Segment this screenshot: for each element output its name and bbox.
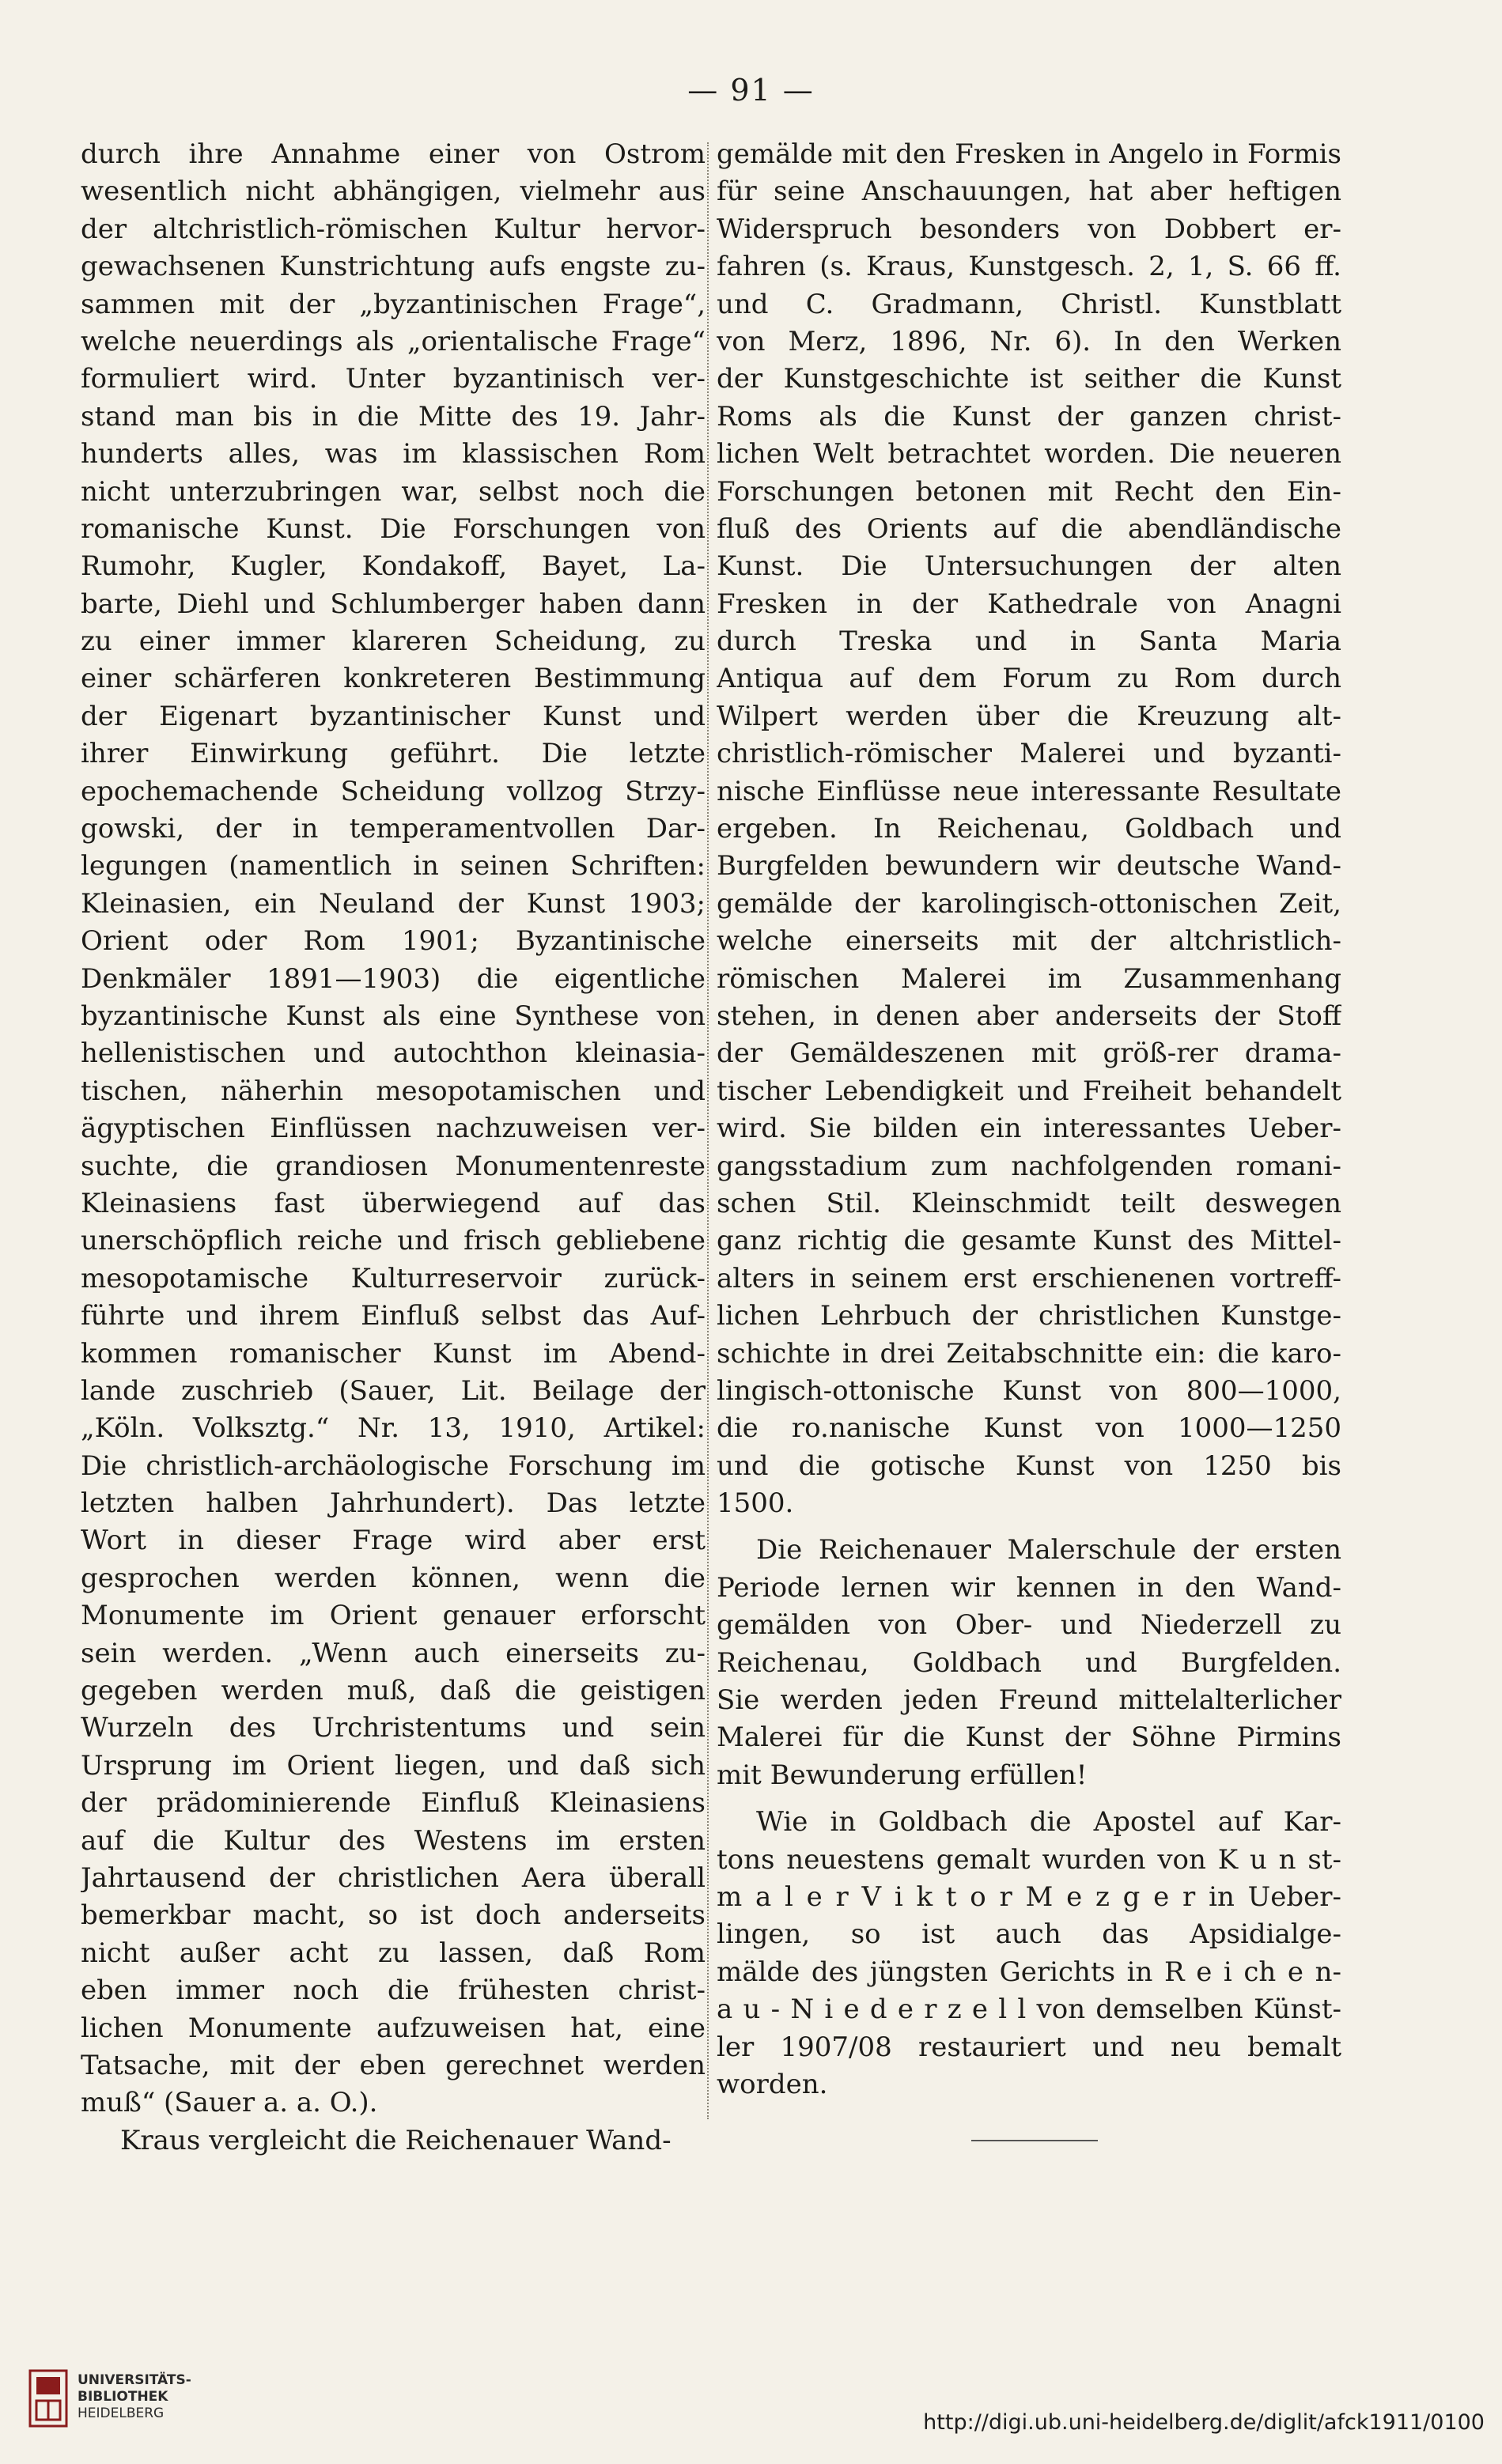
text-line: Fresken in der Kathedrale von Anagni — [717, 588, 1341, 620]
text-line: Tatsache, mit der eben gerechnet werden — [81, 2049, 706, 2081]
text-line: hellenistischen und autochthon kleinasia- — [81, 1037, 706, 1070]
column-divider — [707, 142, 709, 2119]
text-line: lichen Monumente aufzuweisen hat, eine — [81, 2012, 706, 2044]
text-line: der Eigenart byzantinischer Kunst und — [81, 700, 706, 732]
text-line: barte, Diehl und Schlumberger haben dann — [81, 588, 706, 620]
page-number: — 91 — — [687, 73, 815, 108]
text-line: eben immer noch die frühesten christ- — [81, 1975, 706, 2007]
text-line: nische Einflüsse neue interessante Resultate — [717, 775, 1341, 807]
text-line: a u - N i e d e r z e l l von demselben Künst- — [717, 1993, 1341, 2026]
text-line: einer schärferen konkreteren Bestimmung — [81, 663, 706, 695]
text-line: gangsstadium zum nachfolgenden romani- — [717, 1150, 1341, 1182]
text-line: Wie in Goldbach die Apostel auf Kar- — [756, 1806, 1341, 1839]
library-name-line-1: UNIVERSITÄTS- — [78, 2372, 191, 2388]
text-line: gemälde mit den Fresken in Angelo in Formis — [717, 138, 1341, 170]
text-line: Denkmäler 1891—1903) die eigentliche — [81, 962, 706, 995]
text-line: Die Reichenauer Malerschule der ersten — [756, 1534, 1341, 1566]
text-line: Ursprung im Orient liegen, und daß sich — [81, 1749, 706, 1782]
text-line: „Köln. Volksztg.“ Nr. 13, 1910, Artikel: — [81, 1412, 706, 1445]
text-line: stand man bis in die Mitte des 19. Jahr- — [81, 400, 706, 433]
text-line: romanische Kunst. Die Forschungen von — [81, 512, 706, 545]
text-line: sein werden. „Wenn auch einerseits zu- — [81, 1637, 706, 1669]
text-line: mälde des jüngsten Gerichts in R e i ch e n- — [717, 1956, 1341, 1988]
text-line: epochemachende Scheidung vollzog Strzy- — [81, 775, 706, 807]
library-name-line-2: BIBLIOTHEK — [78, 2389, 168, 2405]
text-line: lingisch-ottonische Kunst von 800—1000, — [717, 1374, 1341, 1407]
text-line: durch ihre Annahme einer von Ostrom — [81, 138, 706, 170]
text-line: gemälden von Ober- und Niederzell zu — [717, 1609, 1341, 1642]
text-line: Widerspruch besonders von Dobbert er- — [717, 213, 1341, 245]
text-line: Antiqua auf dem Forum zu Rom durch — [717, 663, 1341, 695]
library-name-line-3: HEIDELBERG — [78, 2405, 165, 2421]
text-line: ler 1907/08 restauriert und neu bemalt — [717, 2031, 1341, 2063]
library-seal-icon — [28, 2369, 68, 2428]
text-line: Jahrtausend der christlichen Aera überall — [81, 1861, 706, 1894]
text-line: der Gemäldeszenen mit größ-rer drama- — [717, 1037, 1341, 1070]
text-line: muß“ (Sauer a. a. O.). — [81, 2087, 378, 2119]
text-line: stehen, in denen aber anderseits der Stoff — [717, 1000, 1341, 1032]
text-line: welche einerseits mit der altchristlich- — [717, 925, 1341, 958]
text-line: auf die Kultur des Westens im ersten — [81, 1824, 706, 1857]
text-line: nicht unterzubringen war, selbst noch die — [81, 475, 706, 508]
text-line: der altchristlich-römischen Kultur hervor- — [81, 213, 706, 245]
text-line: von Merz, 1896, Nr. 6). In den Werken — [717, 325, 1341, 357]
text-line: letzten halben Jahrhundert). Das letzte — [81, 1487, 706, 1520]
text-line: Periode lernen wir kennen in den Wand- — [717, 1571, 1341, 1604]
text-line: fahren (s. Kraus, Kunstgesch. 2, 1, S. 66 ff. — [717, 251, 1341, 283]
text-line: Kunst. Die Untersuchungen der alten — [717, 550, 1341, 583]
text-line: römischen Malerei im Zusammenhang — [717, 962, 1341, 995]
section-end-rule — [971, 2140, 1098, 2141]
text-line: Rumohr, Kugler, Kondakoff, Bayet, La- — [81, 550, 706, 583]
text-line: lande zuschrieb (Sauer, Lit. Beilage der — [81, 1374, 706, 1407]
text-line: Burgfelden bewundern wir deutsche Wand- — [717, 850, 1341, 882]
text-line: der prädominierende Einfluß Kleinasiens — [81, 1787, 706, 1820]
text-line: bemerkbar macht, so ist doch anderseits — [81, 1899, 706, 1932]
text-line: tischen, näherhin mesopotamischen und — [81, 1075, 706, 1107]
text-line: Orient oder Rom 1901; Byzantinische — [81, 925, 706, 958]
text-line: der Kunstgeschichte ist seither die Kunst — [717, 363, 1341, 395]
text-line: lichen Welt betrachtet worden. Die neueren — [717, 438, 1341, 471]
text-line: Monumente im Orient genauer erforscht — [81, 1600, 706, 1632]
left-text-column — [81, 136, 706, 2160]
right-text-column — [717, 136, 1341, 2103]
text-line: Forschungen betonen mit Recht den Ein- — [717, 475, 1341, 508]
text-line: die ro.nanische Kunst von 1000—1250 — [717, 1412, 1341, 1445]
text-line: schichte in drei Zeitabschnitte ein: die karo- — [717, 1337, 1341, 1370]
text-line: unerschöpflich reiche und frisch gebliebene — [81, 1225, 706, 1257]
text-line: christlich-römischer Malerei und byzanti- — [717, 738, 1341, 770]
text-line: Reichenau, Goldbach und Burgfelden. — [717, 1646, 1341, 1679]
text-line: Malerei für die Kunst der Söhne Pirmins — [717, 1721, 1341, 1754]
text-line: gesprochen werden können, wenn die — [81, 1562, 706, 1594]
text-line: Wilpert werden über die Kreuzung alt- — [717, 700, 1341, 732]
text-line: legungen (namentlich in seinen Schriften: — [81, 850, 706, 882]
text-line: wird. Sie bilden ein interessantes Ueber- — [717, 1113, 1341, 1145]
text-line: Roms als die Kunst der ganzen christ- — [717, 400, 1341, 433]
text-line: alters in seinem erst erschienenen vortreff- — [717, 1262, 1341, 1294]
text-line: hunderts alles, was im klassischen Rom — [81, 438, 706, 471]
text-line: fluß des Orients auf die abendländische — [717, 512, 1341, 545]
text-line: und C. Gradmann, Christl. Kunstblatt — [717, 288, 1341, 320]
text-line: für seine Anschauungen, hat aber heftigen — [717, 176, 1341, 208]
text-line: zu einer immer klareren Scheidung, zu — [81, 625, 706, 658]
text-line: Wort in dieser Frage wird aber erst — [81, 1525, 706, 1557]
text-line: mit Bewunderung erfüllen! — [717, 1759, 1088, 1791]
text-line: wesentlich nicht abhängigen, vielmehr aus — [81, 176, 706, 208]
text-line: gemälde der karolingisch-ottonischen Zeit, — [717, 887, 1341, 920]
text-line: schen Stil. Kleinschmidt teilt deswegen — [717, 1187, 1341, 1219]
text-line: sammen mit der „byzantinischen Frage“, — [81, 288, 706, 320]
text-line: ägyptischen Einflüssen nachzuweisen ver- — [81, 1113, 706, 1145]
text-line: Wurzeln des Urchristentums und sein — [81, 1712, 706, 1744]
text-line: gegeben werden muß, daß die geistigen — [81, 1675, 706, 1707]
text-line: tischer Lebendigkeit und Freiheit behandelt — [717, 1075, 1341, 1107]
text-line: durch Treska und in Santa Maria — [717, 625, 1341, 658]
text-line: suchte, die grandiosen Monumentenreste — [81, 1150, 706, 1182]
text-line: gewachsenen Kunstrichtung aufs engste zu- — [81, 251, 706, 283]
text-line: 1500. — [717, 1487, 794, 1520]
library-logo — [28, 2368, 234, 2439]
text-line: kommen romanischer Kunst im Abend- — [81, 1337, 706, 1370]
text-line: führte und ihrem Einfluß selbst das Auf- — [81, 1300, 706, 1332]
text-line: welche neuerdings als „orientalische Frage“ — [81, 325, 706, 357]
text-line: lingen, so ist auch das Apsidialge- — [717, 1918, 1341, 1951]
text-line: nicht außer acht zu lassen, daß Rom — [81, 1937, 706, 1969]
source-url-link[interactable]: http://digi.ub.uni-heidelberg.de/diglit/afck1911/0100 — [923, 2410, 1485, 2435]
text-line: m a l e r V i k t o r M e z g e r in Ueber- — [717, 1880, 1341, 1913]
text-line: und die gotische Kunst von 1250 bis — [717, 1449, 1341, 1482]
text-line: Kraus vergleicht die Reichenauer Wand- — [120, 2124, 672, 2156]
text-line: worden. — [717, 2068, 828, 2100]
text-line: ergeben. In Reichenau, Goldbach und — [717, 813, 1341, 845]
text-line: Sie werden jeden Freund mittelalterlicher — [717, 1684, 1341, 1717]
text-line: Kleinasien, ein Neuland der Kunst 1903; — [81, 887, 706, 920]
text-line: Kleinasiens fast überwiegend auf das — [81, 1187, 706, 1219]
text-line: byzantinische Kunst als eine Synthese von — [81, 1000, 706, 1032]
text-line: gowski, der in temperamentvollen Dar- — [81, 813, 706, 845]
text-line: lichen Lehrbuch der christlichen Kunstge- — [717, 1300, 1341, 1332]
text-line: tons neuestens gemalt wurden von K u n st- — [717, 1843, 1341, 1876]
text-line: mesopotamische Kulturreservoir zurück- — [81, 1262, 706, 1294]
text-line: ganz richtig die gesamte Kunst des Mittel- — [717, 1225, 1341, 1257]
text-line: Die christlich-archäologische Forschung im — [81, 1449, 706, 1482]
text-line: formuliert wird. Unter byzantinisch ver- — [81, 363, 706, 395]
text-line: ihrer Einwirkung geführt. Die letzte — [81, 738, 706, 770]
